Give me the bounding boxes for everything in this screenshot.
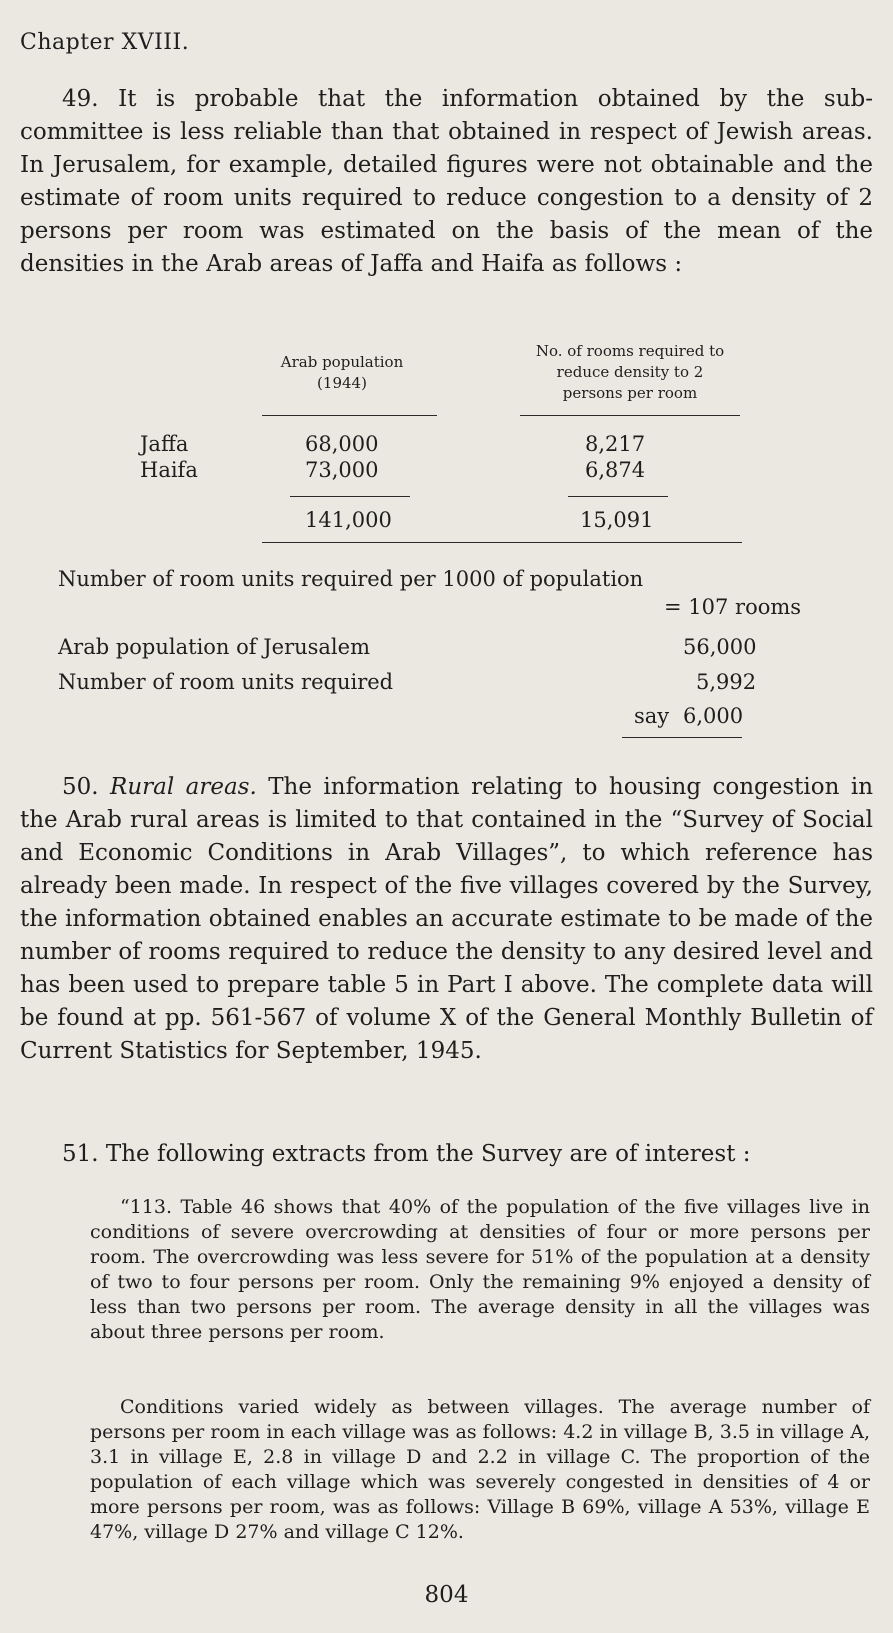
column-header-population: Arab population (1944) <box>280 353 404 392</box>
row-place: Haifa <box>140 458 198 482</box>
total-population: 141,000 <box>305 508 392 532</box>
total-rooms: 15,091 <box>580 508 654 532</box>
per-1000-value: = 107 rooms <box>664 595 802 619</box>
survey-quote-paragraph-2: Conditions varied widely as between villages. The average number of persons per room in each village was as follows: 4.2 in village B, 3.5 in village A, 3.1 in village E, 2.8 in village D and 2.2 in village C. The proportion of the population of each village which was severely congested in densities of 4 or more persons per room, was as follows: Village B 69%, village A 53%, village E 47%, village D 27% and village C 12%. <box>90 1396 870 1543</box>
table-bottom-rule <box>262 542 742 543</box>
paragraph-number: 51. <box>62 1141 99 1167</box>
row-place: Jaffa <box>140 432 189 456</box>
paragraph-number: 49. <box>62 86 99 112</box>
row-rooms: 8,217 <box>585 432 646 456</box>
jerusalem-population-label: Arab population of Jerusalem <box>58 635 370 659</box>
per-1000-label: Number of room units required per 1000 of population <box>58 567 644 591</box>
row-rooms: 6,874 <box>585 458 646 482</box>
room-units-required-label: Number of room units required <box>58 670 394 694</box>
jerusalem-population-value: 56,000 <box>683 635 757 659</box>
header-rule <box>520 415 740 416</box>
paragraph-text: The information relating to housing congestion in the Arab rural areas is limited to that contained in the “Survey of Social and Economic Conditions in Arab Villages”, to which reference has already been made. In respect of the five villages covered by the Survey, the information obtained enables an accurate estimate to be made of the number of rooms required to reduce the density to any desired level and has been used to prepare table 5 in Part I above. The complete data will be found at pp. 561-567 of volume X of the General Monthly Bulletin of Current Statistics for September, 1945. <box>20 774 874 1064</box>
row-population: 68,000 <box>305 432 379 456</box>
paragraph-text: The following extracts from the Survey are of interest : <box>105 1141 751 1167</box>
header-rule <box>262 415 437 416</box>
room-units-required-value: 5,992 <box>696 670 757 694</box>
total-rule <box>568 496 668 497</box>
chapter-heading: Chapter XVIII. <box>20 30 190 55</box>
paragraph-heading: Rural areas. <box>110 774 257 800</box>
rounded-label: say <box>634 704 670 728</box>
paragraph-number: 50. <box>62 774 99 800</box>
row-population: 73,000 <box>305 458 379 482</box>
paragraph-text: It is probable that the information obtained by the sub-committee is less reliable than that obtained in respect of Jewish areas. In Jerusalem, for example, detailed figures were not obtainable and the estimate of room units required to reduce congestion to a density of 2 persons per room was estimated on the basis of the mean of the densities in the Arab areas of Jaffa and Haifa as follows : <box>20 86 874 277</box>
paragraph-50 <box>20 771 873 1068</box>
final-rule <box>622 737 742 738</box>
rounded-value: 6,000 <box>683 704 744 728</box>
page-number: 804 <box>424 1582 469 1608</box>
paragraph-51 <box>20 1138 873 1171</box>
survey-quote-paragraph-1: “113. Table 46 shows that 40% of the population of the five villages live in conditions of severe overcrowding at densities of four or more persons per room. The overcrowding was less severe for 51% of the population at a density of two to four persons per room. Only the remaining 9% enjoyed a density of less than two persons per room. The average density in all the villages was about three persons per room. <box>90 1196 870 1343</box>
total-rule <box>290 496 410 497</box>
column-header-rooms: No. of rooms required to reduce density to 2 persons per room <box>535 342 725 402</box>
